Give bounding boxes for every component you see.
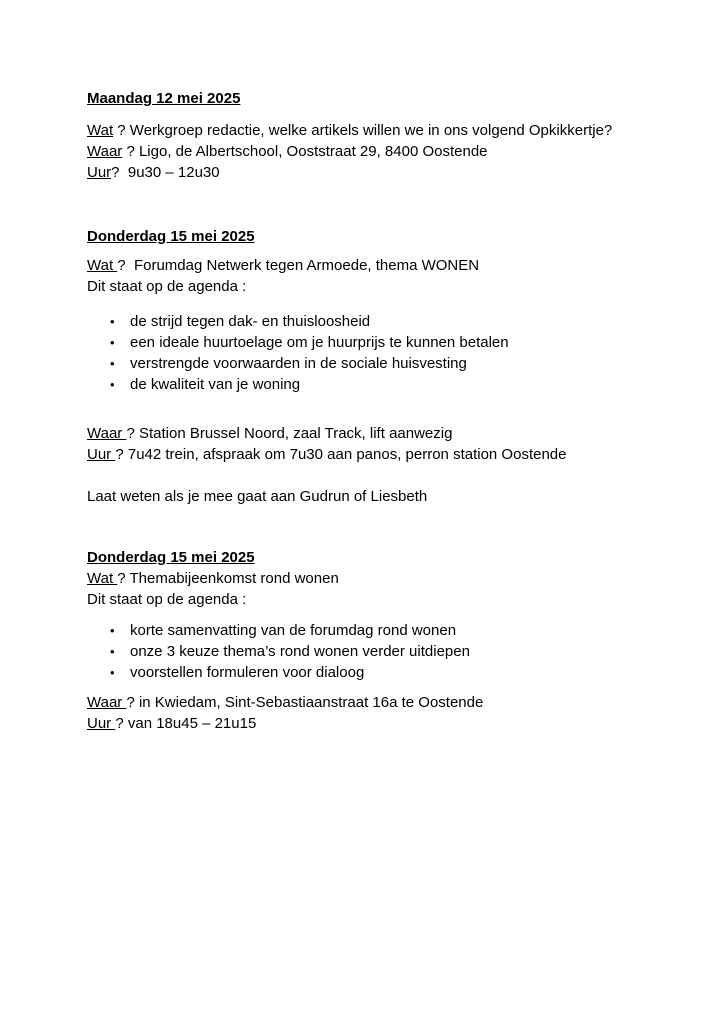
waar-line bbox=[87, 692, 638, 713]
wat-text: ? Werkgroep redactie, welke artikels willen we in ons volgend Opkikkertje? bbox=[113, 122, 613, 139]
waar-text: ? in Kwiedam, Sint-Sebastiaanstraat 16a te Oostende bbox=[126, 694, 484, 711]
wat-text: ? Forumdag Netwerk tegen Armoede, thema WONEN bbox=[117, 257, 480, 274]
bullet-item: • voorstellen formuleren voor dialoog bbox=[87, 662, 638, 683]
bullet-item: • korte samenvatting van de forumdag rond wonen bbox=[87, 620, 638, 641]
event-section-3 bbox=[87, 547, 638, 734]
uur-line bbox=[87, 162, 638, 183]
waar-label: Waar bbox=[87, 694, 127, 711]
bullet-item: • de kwaliteit van je woning bbox=[87, 374, 638, 395]
event-date-heading: Donderdag 15 mei 2025 bbox=[87, 549, 255, 566]
wat-line bbox=[87, 120, 638, 141]
waar-label: Waar bbox=[87, 143, 123, 160]
wat-text: ? Themabijeenkomst rond wonen bbox=[117, 570, 339, 587]
event-date-heading: Maandag 12 mei 2025 bbox=[87, 90, 241, 107]
waar-label: Waar bbox=[87, 425, 127, 442]
waar-text: ? Station Brussel Noord, zaal Track, lift aanwezig bbox=[126, 425, 453, 442]
bullet-item: • verstrengde voorwaarden in de sociale huisvesting bbox=[87, 353, 638, 374]
uur-text: ? 7u42 trein, afspraak om 7u30 aan panos, perron station Oostende bbox=[115, 446, 567, 463]
wat-label: Wat bbox=[87, 257, 118, 274]
wat-line bbox=[87, 568, 638, 589]
event-date-heading: Donderdag 15 mei 2025 bbox=[87, 228, 255, 245]
uur-line bbox=[87, 444, 638, 465]
wat-line bbox=[87, 255, 638, 276]
event-section-2 bbox=[87, 226, 638, 507]
waar-text: ? Ligo, de Albertschool, Ooststraat 29, 8400 Oostende bbox=[122, 143, 488, 160]
uur-line bbox=[87, 713, 638, 734]
bullet-item: • de strijd tegen dak- en thuisloosheid bbox=[87, 311, 638, 332]
wat-label: Wat bbox=[87, 570, 118, 587]
uur-label: Uur bbox=[87, 164, 112, 181]
agenda-intro-line: Dit staat op de agenda : bbox=[87, 591, 247, 608]
uur-text: ? 9u30 – 12u30 bbox=[111, 164, 220, 181]
uur-label: Uur bbox=[87, 715, 116, 732]
event-section-1 bbox=[87, 88, 638, 183]
wat-label: Wat bbox=[87, 122, 114, 139]
note-line: Laat weten als je mee gaat aan Gudrun of Liesbeth bbox=[87, 488, 428, 505]
waar-line bbox=[87, 141, 638, 162]
uur-label: Uur bbox=[87, 446, 116, 463]
uur-text: ? van 18u45 – 21u15 bbox=[115, 715, 257, 732]
agenda-bullet-list bbox=[87, 311, 638, 395]
agenda-intro-line: Dit staat op de agenda : bbox=[87, 278, 247, 295]
waar-line bbox=[87, 423, 638, 444]
agenda-bullet-list bbox=[87, 620, 638, 683]
bullet-item: • onze 3 keuze thema’s rond wonen verder uitdiepen bbox=[87, 641, 638, 662]
document-content bbox=[87, 88, 638, 734]
bullet-item: • een ideale huurtoelage om je huurprijs te kunnen betalen bbox=[87, 332, 638, 353]
